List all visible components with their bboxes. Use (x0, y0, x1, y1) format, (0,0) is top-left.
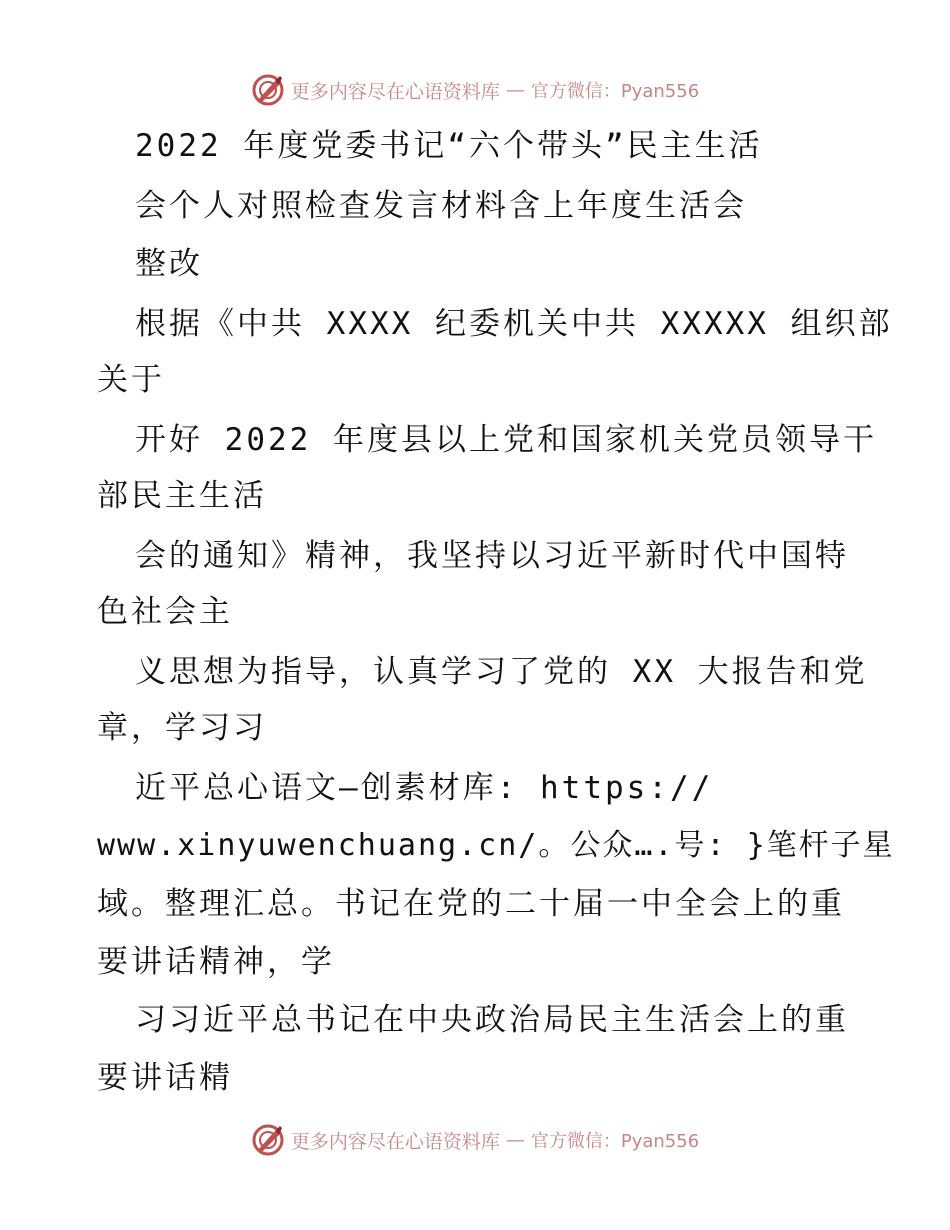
body-line: www.xinyuwenchuang.cn/。公众….号: }笔杆子星 (97, 828, 895, 863)
body-line: 关于 (97, 362, 165, 398)
body-line: 章，学习习 (97, 710, 267, 746)
header-watermark (0, 70, 950, 110)
title-line-2: 会个人对照检查发言材料含上年度生活会 (135, 188, 747, 224)
watermark-site-text: 更多内容尽在心语资料库 (290, 1130, 500, 1153)
body-line: 要讲话精 (97, 1060, 233, 1096)
watermark-site-text: 更多内容尽在心语资料库 (290, 80, 500, 103)
body-line: 会的通知》精神，我坚持以习近平新时代中国特 (135, 538, 849, 574)
body-line: 部民主生活 (97, 478, 267, 514)
watermark-separator: — (505, 1129, 525, 1151)
pen-logo-icon (251, 73, 285, 107)
body-line: 要讲话精神，学 (97, 944, 335, 980)
watermark-separator: — (505, 79, 525, 101)
body-line: 根据《中共 XXXX 纪委机关中共 XXXXX 组织部 (135, 306, 893, 342)
body-line: 开好 2022 年度县以上党和国家机关党员领导干 (135, 422, 877, 458)
body-line: 近平总心语文—创素材库: https:// (135, 770, 714, 806)
body-line: 色社会主 (97, 594, 233, 630)
pen-logo-icon (251, 1123, 285, 1157)
watermark-wechat-text: 官方微信：Pyan556 (530, 1131, 700, 1152)
watermark-wechat-text: 官方微信：Pyan556 (530, 81, 700, 102)
title-line-3: 整改 (135, 246, 203, 282)
title-line-1: 2022 年度党委书记“六个带头”民主生活 (135, 128, 763, 164)
body-line: 义思想为指导，认真学习了党的 XX 大报告和党 (135, 654, 868, 690)
body-line: 习习近平总书记在中央政治局民主生活会上的重 (135, 1002, 849, 1038)
body-line: 域。整理汇总。书记在党的二十届一中全会上的重 (97, 886, 845, 922)
footer-watermark (0, 1120, 950, 1160)
